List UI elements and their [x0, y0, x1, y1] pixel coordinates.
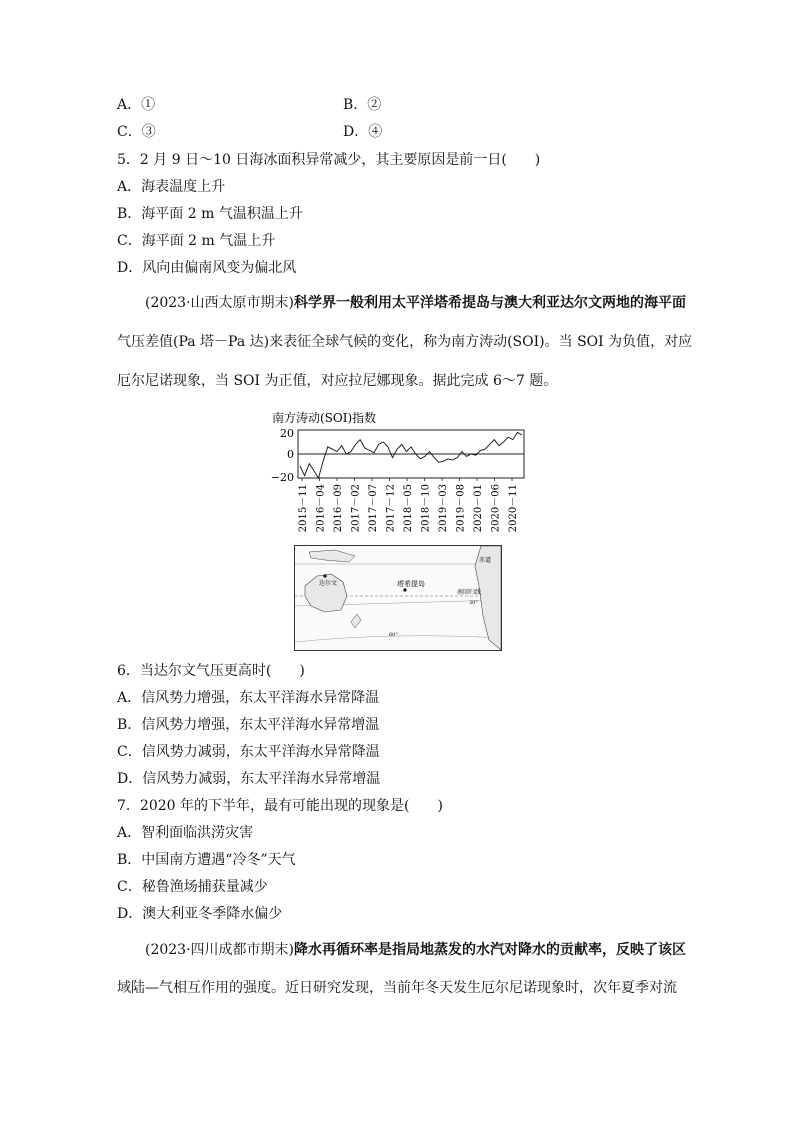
x-tick-label: 2018－05 [403, 484, 414, 533]
x-tick-label: 2016－04 [315, 484, 327, 533]
x-tick-label: 2016－09 [333, 484, 344, 533]
lat-60-label: 60° [389, 632, 398, 638]
ytick-0: 0 [287, 448, 294, 461]
q5-option-b: B．海平面 2 m 气温积温上升 [117, 206, 303, 222]
x-tick-label: 2018－10 [420, 484, 432, 533]
ytick-20: 20 [280, 427, 294, 440]
q5-option-c: C．海平面 2 m 气温上升 [117, 233, 276, 249]
x-tick-label: 2020－01 [473, 484, 484, 533]
q6-option-d: D．信风势力减弱，东太平洋海水异常增温 [117, 771, 381, 787]
q7-option-c: C．秘鲁渔场捕获量减少 [117, 879, 268, 895]
ytick-neg20: −20 [270, 471, 294, 484]
q6-option-a: A．信风势力增强，东太平洋海水异常降温 [117, 690, 380, 706]
q6-option-b: B．信风势力增强，东太平洋海水异常增温 [117, 717, 380, 733]
option-a-q4: A．① [117, 97, 156, 113]
x-tick-label: 2017－07 [368, 484, 379, 533]
option-c-q4: C．③ [117, 124, 156, 140]
option-d-q4: D．④ [343, 124, 383, 140]
lat-60-line [295, 636, 501, 642]
q5-stem: 5．2 月 9 日～10 日海冰面积异常减少，其主要原因是前一日( ) [117, 152, 541, 168]
passage2-text: 降水再循环率是指局地蒸发的水汽对降水的贡献率，反映了该区 [294, 942, 687, 958]
passage2-source: (2023·四川成都市期末) [145, 942, 295, 958]
chart-title: 南方涛动(SOI)指数 [272, 411, 377, 425]
passage1-text: 科学界一般利用太平洋塔希提岛与澳大利亚达尔文两地的海平面 [294, 295, 687, 311]
passage1-line3: 厄尔尼诺现象，当 SOI 为正值，对应拉尼娜现象。据此完成 6～7 题。 [117, 373, 558, 389]
x-tick-label: 2015－11 [298, 484, 309, 533]
q6-stem: 6．当达尔文气压更高时( ) [117, 663, 305, 679]
x-tick-label: 2020－11 [508, 484, 519, 533]
lat-30-label: 30° [469, 600, 478, 606]
darwin-marker [323, 574, 326, 577]
passage1-source: (2023·山西太原市期末) [145, 295, 295, 311]
soi-series-line [300, 432, 522, 478]
pacific-map [294, 545, 502, 651]
q5-option-d: D．风向由偏南风变为偏北风 [117, 260, 297, 276]
q7-stem: 7．2020 年的下半年，最有可能出现的现象是( ) [117, 798, 443, 814]
tahiti-marker [403, 588, 406, 591]
x-tick-label: 2020－06 [490, 484, 502, 533]
equator-label: 赤道 [479, 557, 492, 564]
x-tick-labels [298, 478, 519, 532]
darwin-label: 达尔文 [319, 580, 338, 587]
tahiti-label: 塔希提岛 [397, 580, 425, 588]
tropic-label: 南回归线 [457, 589, 482, 596]
x-tick-label: 2019－08 [455, 484, 467, 533]
x-tick-label: 2019－03 [438, 484, 449, 533]
new-zealand-shape [351, 614, 361, 628]
passage1-line2: 气压差值(Pa 塔－Pa 达)来表征全球气候的变化，称为南方涛动(SOI)。当 SOI 为负值，对应 [117, 334, 693, 350]
asia-islands-shape [309, 550, 355, 562]
q6-option-c: C．信风势力减弱，东太平洋海水异常降温 [117, 744, 380, 760]
x-tick-label: 2017－12 [385, 484, 397, 533]
q7-option-b: B．中国南方遭遇“冷冬”天气 [117, 852, 296, 868]
q7-option-a: A．智利面临洪涝灾害 [117, 825, 254, 841]
q5-option-a: A．海表温度上升 [117, 179, 226, 195]
passage2-line1 [145, 939, 705, 959]
soi-chart [262, 406, 532, 538]
option-b-q4: B．② [343, 97, 382, 113]
passage2-line2: 域陆—气相互作用的强度。近日研究发现，当前年冬天发生厄尔尼诺现象时，次年夏季对流 [117, 980, 677, 996]
passage1-line1 [145, 292, 705, 312]
x-tick-label: 2017－02 [350, 484, 362, 533]
q7-option-d: D．澳大利亚冬季降水偏少 [117, 906, 283, 922]
